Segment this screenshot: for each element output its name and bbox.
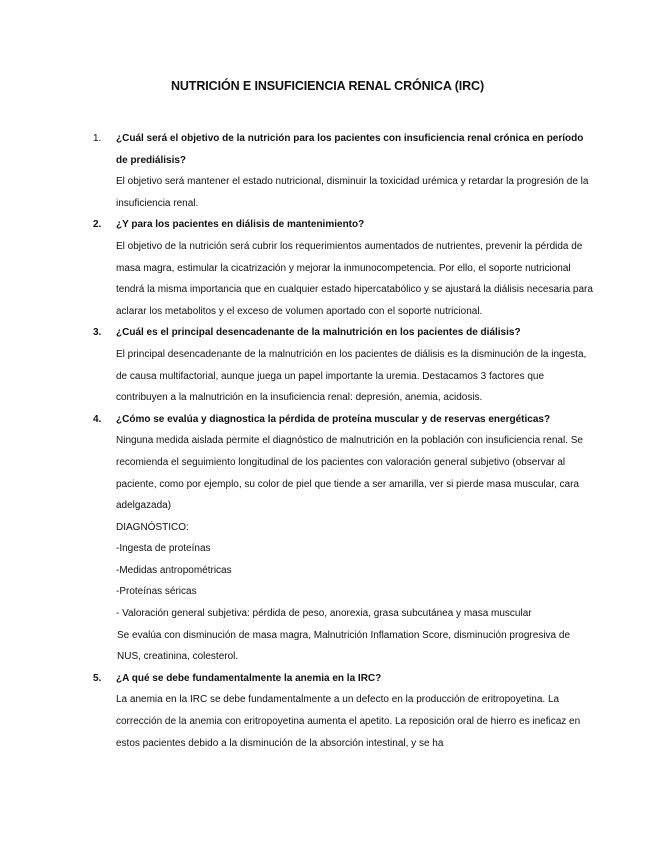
question-number: 3. xyxy=(93,327,102,339)
question-text: ¿Cuál es el principal desencadenante de la malnutrición en los pacientes de diálisis? xyxy=(116,327,521,339)
question-item-4 xyxy=(93,409,593,668)
question-list xyxy=(93,128,593,754)
question-number: 4. xyxy=(93,413,102,425)
answer-text: La anemia en la IRC se debe fundamentalmente a un defecto en la producción de eritropoyetina. La corrección de la anemia con eritropoyetina aumenta el apetito. La reposición oral de hierro es ineficaz en estos pacientes debido a la disminución de la absorción intestinal, y se ha xyxy=(116,694,581,749)
question-item-1 xyxy=(93,128,593,214)
question-number: 1. xyxy=(93,133,102,144)
diagnostic-item: -Proteínas séricas xyxy=(116,586,197,598)
diagnostic-item: -Ingesta de proteínas xyxy=(116,543,211,555)
question-number: 5. xyxy=(93,672,102,684)
diagnostic-item: - Valoración general subjetiva: pérdida de peso, anorexia, grasa subcutánea y masa muscular xyxy=(116,608,532,620)
question-text: ¿A qué se debe fundamentalmente la anemia en la IRC? xyxy=(116,672,382,684)
question-text: ¿Cómo se evalúa y diagnostica la pérdida de proteína muscular y de reservas energéticas? xyxy=(116,413,551,425)
answer-text: El objetivo será mantener el estado nutricional, disminuir la toxicidad urémica y retardar la progresión de la insuficiencia renal. xyxy=(116,176,589,209)
document-title: NUTRICIÓN E INSUFICIENCIA RENAL CRÓNICA (IRC) xyxy=(170,79,485,93)
question-item-5 xyxy=(93,668,593,754)
question-item-3 xyxy=(93,322,593,408)
closing-text: Se evalúa con disminución de masa magra, Malnutrición Inflamation Score, disminución progresiva de NUS, creatinina, colesterol. xyxy=(117,629,571,663)
question-item-2 xyxy=(93,214,593,322)
answer-text: El objetivo de la nutrición será cubrir los requerimientos aumentados de nutrientes, prevenir la pérdida de masa magra, estimular la cicatrización y mejorar la inmunocompetencia. Por ello, el soporte nutricional tendrá la misma importancia que en cualquier estado hipercatabólico y se ajustará la diálisis necesaria para aclarar los metabolitos y el exceso de volumen aportado con el soporte nutricional. xyxy=(116,240,593,317)
answer-text: Ninguna medida aislada permite el diagnóstico de malnutrición en la población con insuficiencia renal. Se recomienda el seguimiento longitudinal de los pacientes con valoración general subjetivo (observar al paciente, como por ejemplo, su color de piel que tiende a ser amarilla, ver si pierde masa muscular, cara adelgazada) xyxy=(116,435,583,512)
diagnostic-item: -Medidas antropométricas xyxy=(116,564,232,576)
question-number: 2. xyxy=(93,219,102,231)
question-text: ¿Y para los pacientes en diálisis de mantenimiento? xyxy=(116,219,365,231)
question-text: ¿Cuál será el objetivo de la nutrición para los pacientes con insuficiencia renal crónica en período de prediálisis? xyxy=(116,133,584,166)
answer-text: El principal desencadenante de la malnutrición en los pacientes de diálisis es la disminución de la ingesta, de causa multifactorial, aunque juega un papel importante la uremia. Destacamos 3 factores que contribuyen a la malnutrición en la insuficiencia renal: depresión, anemia, acidosis. xyxy=(116,348,587,404)
diagnostic-heading: DIAGNÓSTICO: xyxy=(116,521,189,533)
